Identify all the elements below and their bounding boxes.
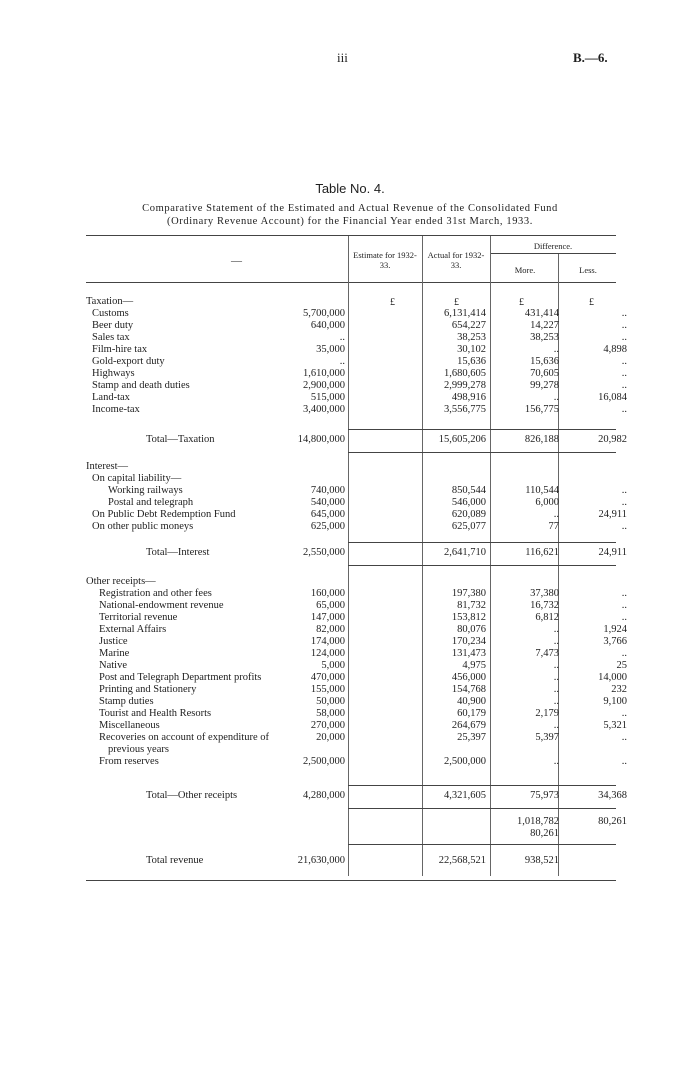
table-row — [0, 332, 700, 344]
table-row — [0, 404, 700, 416]
less-value: 1,924 — [603, 624, 627, 635]
table-row — [0, 636, 700, 648]
section-heading — [0, 576, 700, 588]
total-rule — [348, 808, 616, 809]
less-value: .. — [621, 368, 627, 379]
actual-column-header: Actual for 1932-33. — [427, 250, 485, 270]
row-label: On other public moneys — [92, 521, 194, 532]
table-row — [0, 612, 700, 624]
section-heading — [0, 296, 700, 308]
actual-total: 4,321,605 — [444, 790, 486, 801]
total-label: Total—Other receipts — [146, 790, 238, 801]
estimate-value: 515,000 — [310, 392, 345, 403]
table-row — [0, 380, 700, 392]
table-row — [0, 521, 700, 533]
more-value: .. — [553, 720, 559, 731]
less-value: .. — [621, 732, 627, 743]
row-label: Post and Telegraph Department profits — [99, 672, 262, 683]
row-label: Stamp duties — [99, 696, 154, 707]
row-label: Marine — [99, 648, 130, 659]
table-row — [0, 624, 700, 636]
more-value: .. — [553, 672, 559, 683]
table-row — [0, 356, 700, 368]
less-value: 5,321 — [603, 720, 627, 731]
more-value: 6,000 — [535, 497, 559, 508]
more-value: .. — [553, 660, 559, 671]
currency-symbol: £ — [390, 297, 395, 308]
total-label: Total—Interest — [146, 547, 210, 558]
total-row — [0, 434, 700, 446]
actual-value: 80,076 — [457, 624, 486, 635]
actual-value: 1,680,605 — [444, 368, 486, 379]
more-value: .. — [553, 684, 559, 695]
actual-value: 81,732 — [457, 600, 486, 611]
row-label: Land-tax — [92, 392, 130, 403]
less-value: .. — [621, 756, 627, 767]
total-row — [0, 547, 700, 559]
row-label: Film-hire tax — [92, 344, 148, 355]
actual-value: 2,999,278 — [444, 380, 486, 391]
estimate-value: .. — [339, 356, 345, 367]
table-bottom-rule — [86, 880, 616, 881]
estimate-column-header: Estimate for 1932-33. — [353, 250, 417, 270]
actual-value: 456,000 — [451, 672, 486, 683]
table-row — [0, 708, 700, 720]
header-bottom-rule — [86, 282, 616, 283]
estimate-value: 3,400,000 — [303, 404, 345, 415]
actual-value: 3,556,775 — [444, 404, 486, 415]
subtotal-rule — [348, 844, 616, 845]
actual-value: 30,102 — [457, 344, 486, 355]
estimate-value: 740,000 — [310, 485, 345, 496]
table-row — [0, 344, 700, 356]
less-value: .. — [621, 497, 627, 508]
more-grand-total: 938,521 — [524, 855, 559, 866]
section-heading — [0, 461, 700, 473]
more-value: .. — [553, 344, 559, 355]
section-heading-label: Other receipts— — [86, 576, 156, 587]
actual-value: 6,131,414 — [444, 308, 486, 319]
section-heading-label: Taxation— — [86, 296, 134, 307]
actual-value: 625,077 — [451, 521, 486, 532]
less-value: .. — [621, 332, 627, 343]
more-value: .. — [553, 696, 559, 707]
subtotal-row — [0, 816, 700, 828]
grand-total-label: Total revenue — [146, 855, 204, 866]
row-label: Printing and Stationery — [99, 684, 197, 695]
row-label: Territorial revenue — [99, 612, 178, 623]
table-caption-line-1: Comparative Statement of the Estimated and Actual Revenue of the Consolidated Fund — [142, 203, 558, 214]
page-number: iii — [337, 50, 348, 65]
table-title: Table No. 4. — [315, 181, 385, 196]
actual-total: 2,641,710 — [444, 547, 486, 558]
more-subtotal: 1,018,782 — [517, 816, 559, 827]
estimate-grand-total: 21,630,000 — [297, 855, 345, 866]
estimate-value: 35,000 — [316, 344, 345, 355]
actual-total: 15,605,206 — [438, 434, 486, 445]
less-subtotal: 80,261 — [598, 816, 627, 827]
more-total: 116,621 — [525, 547, 559, 558]
estimate-value: 470,000 — [310, 672, 345, 683]
total-rule — [348, 452, 616, 453]
estimate-total: 4,280,000 — [303, 790, 345, 801]
more-value: 6,812 — [535, 612, 559, 623]
more-value: 5,397 — [535, 732, 559, 743]
less-value: 9,100 — [603, 696, 627, 707]
table-row — [0, 588, 700, 600]
less-value: .. — [621, 380, 627, 391]
estimate-value: 540,000 — [310, 497, 345, 508]
grand-total-row — [0, 855, 700, 867]
estimate-value: 147,000 — [310, 612, 345, 623]
more-total: 826,188 — [524, 434, 559, 445]
estimate-value: 2,900,000 — [303, 380, 345, 391]
more-value: 431,414 — [524, 308, 559, 319]
more-value: 2,179 — [535, 708, 559, 719]
less-value: .. — [621, 588, 627, 599]
estimate-value: 5,000 — [321, 660, 345, 671]
row-label: Recoveries on account of expenditure of — [99, 732, 269, 743]
table-row-continuation — [0, 744, 700, 756]
estimate-value: 160,000 — [310, 588, 345, 599]
total-rule — [348, 565, 616, 566]
less-total: 34,368 — [598, 790, 627, 801]
more-value: .. — [553, 756, 559, 767]
row-label: Gold-export duty — [92, 356, 165, 367]
less-value: .. — [621, 308, 627, 319]
table-row — [0, 485, 700, 497]
more-value: .. — [553, 392, 559, 403]
row-label: Sales tax — [92, 332, 130, 343]
total-rule — [348, 429, 616, 430]
table-row — [0, 672, 700, 684]
row-label-continuation: previous years — [108, 744, 169, 755]
subtotal-row — [0, 828, 700, 840]
row-label: From reserves — [99, 756, 159, 767]
actual-value: 131,473 — [451, 648, 486, 659]
more-offset: 80,261 — [530, 828, 559, 839]
estimate-value: .. — [339, 332, 345, 343]
more-value: 70,605 — [530, 368, 559, 379]
less-value: 25 — [616, 660, 627, 671]
currency-symbol: £ — [519, 297, 524, 308]
estimate-value: 2,500,000 — [303, 756, 345, 767]
table-row — [0, 308, 700, 320]
less-value: .. — [621, 648, 627, 659]
table-caption-line-2: (Ordinary Revenue Account) for the Financial Year ended 31st March, 1933. — [166, 216, 533, 227]
table-row — [0, 497, 700, 509]
estimate-value: 5,700,000 — [303, 308, 345, 319]
more-value: .. — [553, 509, 559, 520]
less-value: 3,766 — [603, 636, 627, 647]
estimate-value: 645,000 — [310, 509, 345, 520]
actual-value: 153,812 — [451, 612, 486, 623]
row-label: Registration and other fees — [99, 588, 212, 599]
more-value: 99,278 — [530, 380, 559, 391]
actual-value: 40,900 — [457, 696, 486, 707]
more-value: .. — [553, 624, 559, 635]
less-value: .. — [621, 600, 627, 611]
more-value: .. — [553, 636, 559, 647]
more-value: 38,253 — [530, 332, 559, 343]
table-row — [0, 696, 700, 708]
more-value: 156,775 — [524, 404, 559, 415]
document-reference: B.—6. — [573, 50, 608, 65]
less-value: .. — [621, 485, 627, 496]
row-label: Postal and telegraph — [108, 497, 194, 508]
section-heading-label: Interest— — [86, 461, 128, 472]
more-column-header: More. — [514, 265, 536, 275]
more-value: 16,732 — [530, 600, 559, 611]
more-value: 77 — [548, 521, 559, 532]
actual-value: 15,636 — [457, 356, 486, 367]
more-total: 75,973 — [530, 790, 559, 801]
row-label: Tourist and Health Resorts — [99, 708, 212, 719]
row-label: External Affairs — [99, 624, 167, 635]
less-value: 24,911 — [598, 509, 627, 520]
estimate-value: 174,000 — [310, 636, 345, 647]
estimate-value: 82,000 — [316, 624, 345, 635]
estimate-value: 155,000 — [310, 684, 345, 695]
row-label: National-endowment revenue — [99, 600, 224, 611]
less-value: .. — [621, 356, 627, 367]
table-top-rule — [86, 235, 616, 236]
row-label: Beer duty — [92, 320, 134, 331]
actual-value: 25,397 — [457, 732, 486, 743]
estimate-value: 20,000 — [316, 732, 345, 743]
more-value: 110,544 — [525, 485, 559, 496]
table-row — [0, 720, 700, 732]
table-row — [0, 368, 700, 380]
less-value: .. — [621, 404, 627, 415]
actual-value: 264,679 — [451, 720, 486, 731]
actual-value: 197,380 — [451, 588, 486, 599]
table-row — [0, 320, 700, 332]
actual-grand-total: 22,568,521 — [438, 855, 486, 866]
row-label: On Public Debt Redemption Fund — [92, 509, 236, 520]
estimate-value: 124,000 — [310, 648, 345, 659]
table-row — [0, 600, 700, 612]
estimate-value: 270,000 — [310, 720, 345, 731]
row-label: Justice — [99, 636, 128, 647]
table-row — [0, 684, 700, 696]
currency-symbol: £ — [454, 297, 459, 308]
estimate-total: 2,550,000 — [303, 547, 345, 558]
estimate-value: 50,000 — [316, 696, 345, 707]
actual-value: 620,089 — [451, 509, 486, 520]
actual-value: 60,179 — [457, 708, 486, 719]
less-value: 14,000 — [598, 672, 627, 683]
less-value: 4,898 — [603, 344, 627, 355]
row-label: Highways — [92, 368, 135, 379]
label-column-dash: — — [231, 255, 242, 267]
total-rule — [348, 785, 616, 786]
row-label: Working railways — [108, 485, 183, 496]
section-subheading — [0, 473, 700, 485]
less-total: 20,982 — [598, 434, 627, 445]
table-row — [0, 756, 700, 768]
table-row — [0, 509, 700, 521]
actual-value: 2,500,000 — [444, 756, 486, 767]
more-value: 7,473 — [535, 648, 559, 659]
less-value: .. — [621, 521, 627, 532]
estimate-value: 625,000 — [310, 521, 345, 532]
more-value: 37,380 — [530, 588, 559, 599]
row-label: Customs — [92, 308, 129, 319]
actual-value: 38,253 — [457, 332, 486, 343]
currency-symbol: £ — [589, 297, 594, 308]
table-row — [0, 732, 700, 744]
difference-column-header: Difference. — [533, 241, 573, 251]
more-value: 14,227 — [530, 320, 559, 331]
less-total: 24,911 — [598, 547, 627, 558]
less-value: .. — [621, 708, 627, 719]
actual-value: 154,768 — [451, 684, 486, 695]
estimate-total: 14,800,000 — [297, 434, 345, 445]
actual-value: 546,000 — [451, 497, 486, 508]
estimate-value: 640,000 — [310, 320, 345, 331]
table-row — [0, 392, 700, 404]
total-row — [0, 790, 700, 802]
less-value: .. — [621, 320, 627, 331]
less-column-header: Less. — [579, 265, 597, 275]
total-label: Total—Taxation — [146, 434, 215, 445]
less-value: 16,084 — [598, 392, 627, 403]
table-row — [0, 660, 700, 672]
actual-value: 654,227 — [451, 320, 486, 331]
more-value: 15,636 — [530, 356, 559, 367]
row-label: Stamp and death duties — [92, 380, 190, 391]
actual-value: 4,975 — [462, 660, 486, 671]
difference-header-rule — [490, 253, 616, 254]
estimate-value: 58,000 — [316, 708, 345, 719]
row-label: Native — [99, 660, 127, 671]
actual-value: 170,234 — [451, 636, 486, 647]
actual-value: 850,544 — [451, 485, 486, 496]
less-value: 232 — [611, 684, 627, 695]
row-label: Miscellaneous — [99, 720, 160, 731]
less-value: .. — [621, 612, 627, 623]
table-row — [0, 648, 700, 660]
section-subheading-label: On capital liability— — [92, 473, 182, 484]
total-rule — [348, 542, 616, 543]
estimate-value: 65,000 — [316, 600, 345, 611]
actual-value: 498,916 — [451, 392, 486, 403]
estimate-value: 1,610,000 — [303, 368, 345, 379]
row-label: Income-tax — [92, 404, 140, 415]
